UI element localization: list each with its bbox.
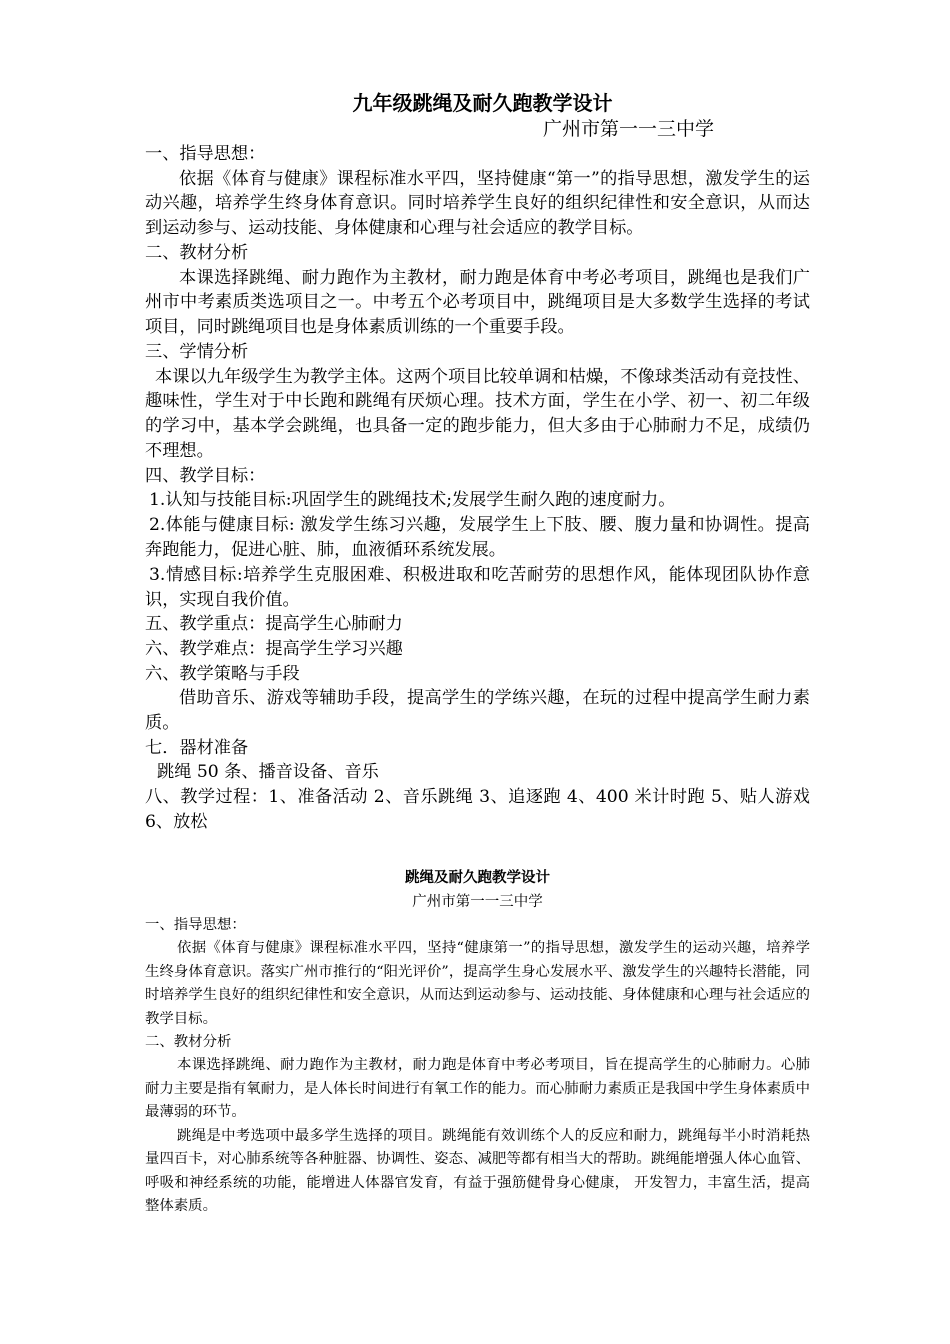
paragraph-strategy: 借助音乐、游戏等辅助手段，提高学生的学练兴趣，在玩的过程中提高学生耐力素质。	[145, 688, 810, 733]
lesson-plan-ninth-grade	[145, 88, 810, 834]
school-name-2: 广州市第一一三中学	[412, 894, 543, 910]
section-heading-guiding-thought: 一、指导思想：	[145, 144, 266, 164]
section-heading-process: 八、教学过程：1、准备活动 2、音乐跳绳 3、追逐跑 4、400 米计时跑 5、贴人游戏 6、放松	[145, 786, 810, 832]
paragraph-rope-skipping-2: 跳绳是中考选项中最多学生选择的项目。跳绳能有效训练个人的反应和耐力，跳绳每半小时消耗热量四百卡，对心肺系统等各种脏器、协调性、姿态、减肥等都有相当大的帮助。跳绳能增强人体心血管、呼吸和神经系统的功能，能增进人体器官发育，有益于强筋健骨身心健康， 开发智力，丰富生活，提高整体素质。	[145, 1127, 810, 1215]
section-heading-equipment: 七．器材准备	[145, 737, 249, 758]
section-heading-key-point: 五、教学重点：提高学生心肺耐力	[145, 614, 403, 635]
paragraph-guiding-thought: 依据《体育与健康》课程标准水平四，坚持健康“第一”的指导思想，激发学生的运动兴趣，培养学生终身体育意识。同时培养学生良好的组织纪律性和安全意识，从而达到运动参与、运动技能、身体健康和心理与社会适应的教学目标。	[145, 168, 810, 239]
section-heading-material-analysis: 二、教材分析	[145, 242, 249, 263]
section-heading-guiding-thought-2: 一、指导思想：	[145, 917, 246, 933]
school-name: 广州市第一一三中学	[542, 118, 714, 140]
paragraph-material-analysis-2: 本课选择跳绳、耐力跑作为主教材，耐力跑是体育中考必考项目，旨在提高学生的心肺耐力。心肺耐力主要是指有氧耐力，是人体长时间进行有氧工作的能力。而心肺耐力素质正是我国中学生身体素质中最薄弱的环节。	[145, 1057, 810, 1121]
section-heading-student-analysis: 三、学情分析	[145, 341, 249, 362]
section-heading-teaching-goals: 四、教学目标：	[145, 465, 266, 486]
goal-item-fitness: 2.体能与健康目标: 激发学生练习兴趣，发展学生上下肢、腰、腹力量和协调性。提高奔跑能力，促进心脏、肺，血液循环系统发展。	[145, 515, 810, 560]
section-heading-material-analysis-2: 二、教材分析	[145, 1034, 232, 1051]
paragraph-equipment: 跳绳 50 条、播音设备、音乐	[157, 762, 379, 783]
goal-item-emotional: 3.情感目标:培养学生克服困难、积极进取和吃苦耐劳的思想作风，能体现团队协作意识，实现自我价值。	[145, 564, 810, 610]
section-heading-strategy: 六、教学策略与手段	[145, 663, 300, 684]
paragraph-guiding-thought-2: 依据《体育与健康》课程标准水平四，坚持“健康第一”的指导思想，激发学生的运动兴趣，培养学生终身体育意识。落实广州市推行的“阳光评价”，提高学生身心发展水平、激发学生的兴趣特长潜能，同时培养学生良好的组织纪律性和安全意识，从而达到运动参与、运动技能、身体健康和心理与社会适应的教学目标。	[145, 940, 810, 1027]
paragraph-student-analysis: 本课以九年级学生为教学主体。这两个项目比较单调和枯燥，不像球类活动有竞技性、趣味性，学生对于中长跑和跳绳有厌烦心理。技术方面，学生在小学、初一、初二年级的学习中，基本学会跳绳，也具备一定的跑步能力，但大多由于心肺耐力不足，成绩仍不理想。	[145, 366, 810, 461]
document-title: 九年级跳绳及耐久跑教学设计	[352, 91, 613, 115]
goal-item-cognitive: 1.认知与技能目标:巩固学生的跳绳技术;发展学生耐久跑的速度耐力。	[149, 490, 676, 511]
section-heading-difficulty: 六、教学难点：提高学生学习兴趣	[145, 638, 403, 659]
lesson-plan-general	[145, 866, 810, 1219]
document-title-2: 跳绳及耐久跑教学设计	[405, 869, 550, 886]
paragraph-material-analysis: 本课选择跳绳、耐力跑作为主教材，耐力跑是体育中考必考项目，跳绳也是我们广州市中考素质类选项目之一。中考五个必考项目中，跳绳项目是大多数学生选择的考试项目，同时跳绳项目也是身体素质训练的一个重要手段。	[145, 267, 810, 338]
